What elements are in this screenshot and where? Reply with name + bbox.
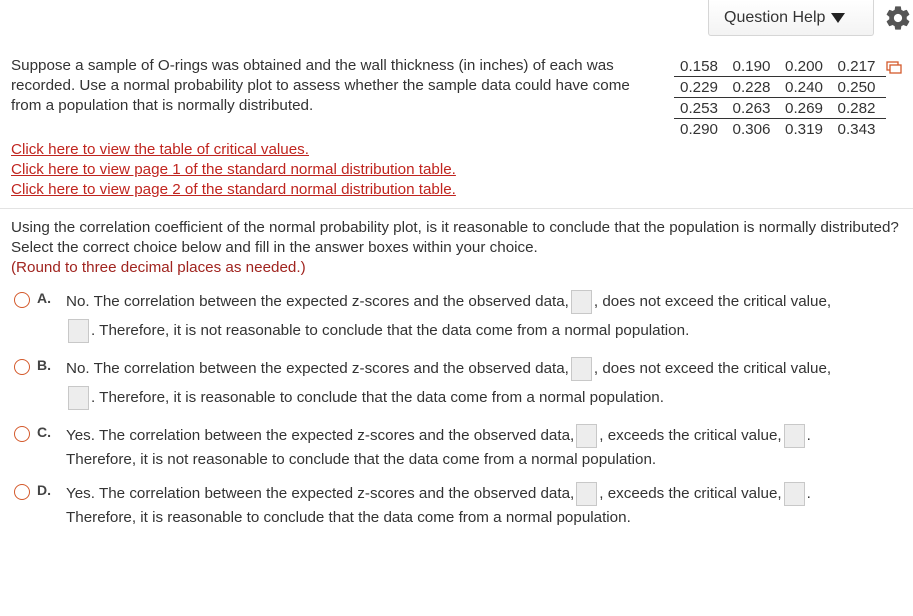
choice-text-part: . Therefore, it is reasonable to conclude that the data come from a normal population. [91, 389, 664, 406]
choice-text-part: No. The correlation between the expected z-scores and the observed data, [66, 360, 569, 378]
question-text: Suppose a sample of O-rings was obtained and the wall thickness (in inches) of each was recorded. Use a normal probability plot to assess whether the sample data could have come from a population that is normally distributed. [11, 57, 630, 114]
choice-text [66, 357, 831, 411]
data-cell: 0.228 [732, 78, 771, 96]
choice-text-part: , exceeds the critical value, [599, 485, 782, 503]
correlation-answer-box[interactable] [576, 424, 597, 448]
data-cell: 0.290 [680, 121, 719, 138]
choice-line [66, 385, 831, 411]
data-table [674, 56, 886, 140]
rounding-hint: (Round to three decimal places as needed.) [11, 259, 306, 276]
gear-icon[interactable] [884, 4, 912, 32]
choice-text-part: Therefore, it is not reasonable to conclude that the data come from a normal population. [66, 451, 657, 468]
radio-d[interactable] [14, 484, 30, 500]
data-cell: 0.190 [732, 57, 771, 75]
data-cell: 0.263 [732, 99, 771, 117]
critical-values-link[interactable]: Click here to view the table of critical values. [11, 141, 309, 158]
data-cell: 0.253 [680, 99, 719, 117]
data-cell: 0.250 [837, 78, 876, 96]
data-row [674, 77, 886, 98]
choice-text-part: . [806, 485, 811, 503]
critical-value-answer-box[interactable] [784, 424, 805, 448]
data-cell: 0.217 [837, 57, 876, 75]
choice-letter: B. [37, 357, 51, 373]
data-row [674, 56, 886, 77]
critical-value-answer-box[interactable] [784, 482, 805, 506]
choice-line [66, 450, 811, 470]
choice-text-part: . [806, 427, 811, 445]
choice-text [66, 290, 831, 344]
choice-line [66, 424, 811, 450]
prompt-text: Using the correlation coefficient of the normal probability plot, is it reasonable to conclude that the population is normally distributed? Select the correct choice below and fill in the answer boxes within your choice. [11, 219, 899, 256]
choice-text [66, 482, 811, 528]
choice-letter: C. [37, 424, 51, 440]
question-help-button[interactable] [708, 0, 874, 36]
radio-b[interactable] [14, 359, 30, 375]
copy-icon[interactable] [886, 61, 902, 75]
choice-line [66, 357, 831, 385]
section-divider [0, 208, 913, 209]
reference-links [11, 140, 456, 200]
data-cell: 0.306 [732, 121, 771, 138]
choice-text-part: . Therefore, it is not reasonable to conclude that the data come from a normal population. [91, 322, 690, 339]
correlation-answer-box[interactable] [571, 357, 592, 381]
choice-text-part: , does not exceed the critical value, [593, 293, 832, 311]
choice-line [66, 318, 831, 344]
radio-c[interactable] [14, 426, 30, 442]
choice-text-part: No. The correlation between the expected z-scores and the observed data, [66, 293, 569, 311]
radio-a[interactable] [14, 292, 30, 308]
choice-text-part: , exceeds the critical value, [599, 427, 782, 445]
choice-text-part: Yes. The correlation between the expected z-scores and the observed data, [66, 485, 575, 503]
answer-prompt [11, 218, 901, 278]
data-row [674, 98, 886, 119]
correlation-answer-box[interactable] [571, 290, 592, 314]
choice-line [66, 508, 811, 528]
choice-line [66, 290, 831, 318]
data-cell: 0.229 [680, 78, 719, 96]
critical-value-answer-box[interactable] [68, 319, 89, 343]
caret-down-icon [831, 13, 845, 23]
choice-text-part: Therefore, it is reasonable to conclude that the data come from a normal population. [66, 509, 631, 526]
data-cell: 0.158 [680, 57, 719, 75]
normal-table-page2-link[interactable]: Click here to view page 2 of the standard normal distribution table. [11, 181, 456, 198]
data-cell: 0.240 [785, 78, 824, 96]
data-cell: 0.343 [837, 121, 876, 138]
choice-line [66, 482, 811, 508]
choice-letter: D. [37, 482, 51, 498]
normal-table-page1-link[interactable]: Click here to view page 1 of the standard normal distribution table. [11, 161, 456, 178]
data-cell: 0.200 [785, 57, 824, 75]
choice-letter: A. [37, 290, 51, 306]
critical-value-answer-box[interactable] [68, 386, 89, 410]
choice-text [66, 424, 811, 470]
data-cell: 0.269 [785, 99, 824, 117]
correlation-answer-box[interactable] [576, 482, 597, 506]
choice-text-part: , does not exceed the critical value, [593, 360, 832, 378]
data-cell: 0.282 [837, 99, 876, 117]
data-row [674, 119, 886, 140]
data-cell: 0.319 [785, 121, 824, 138]
choice-text-part: Yes. The correlation between the expected z-scores and the observed data, [66, 427, 575, 445]
question-help-label: Question Help [724, 8, 826, 26]
